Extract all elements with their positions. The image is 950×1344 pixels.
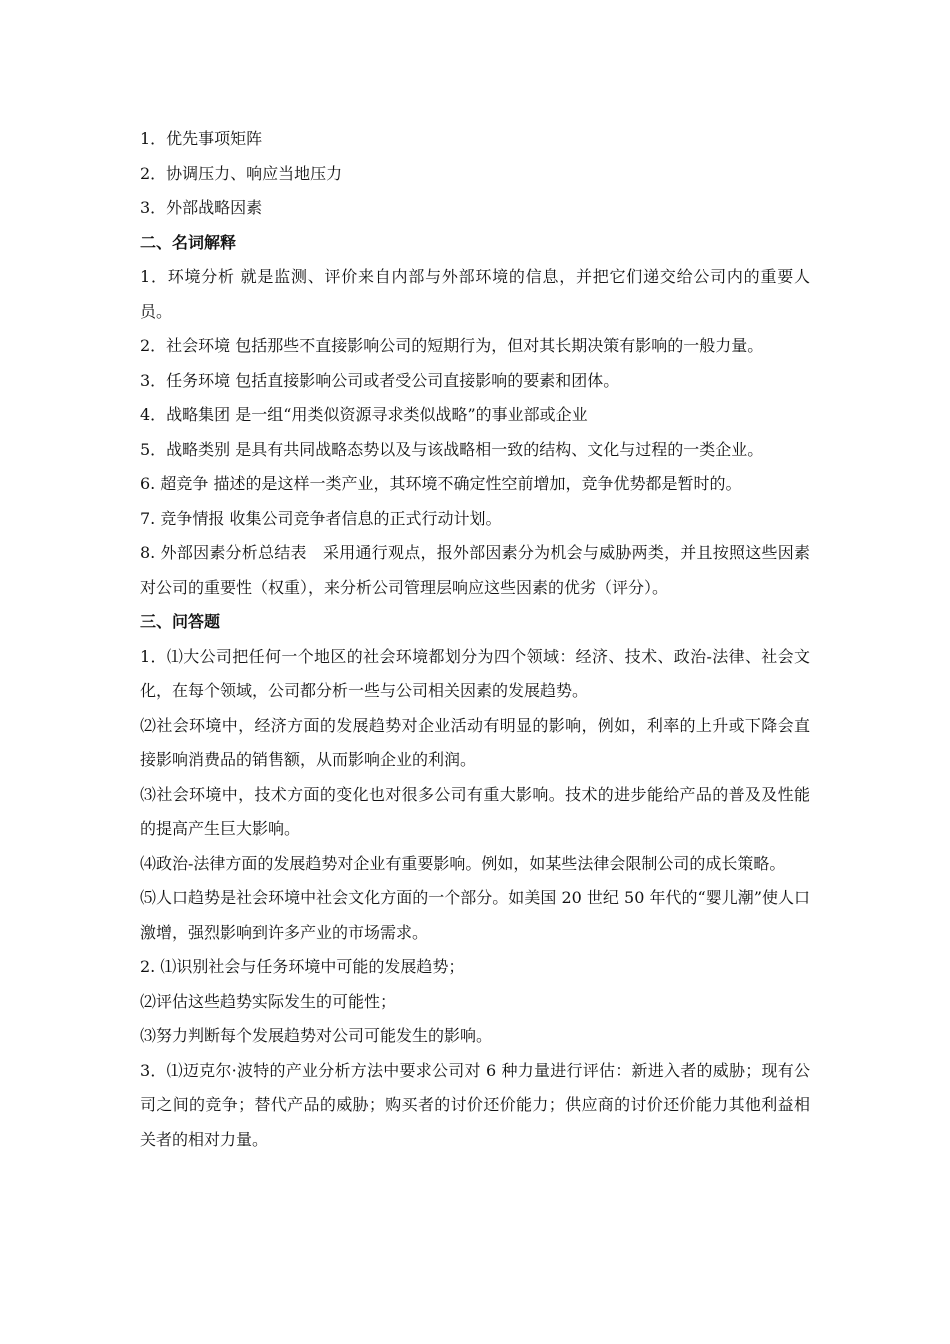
term-definition: 3．任务环境 包括直接影响公司或者受公司直接影响的要素和团体。 [140,370,620,390]
answer-paragraph: ⑸人口趋势是社会环境中社会文化方面的一个部分。如美国 20 世纪 50 年代的“婴儿潮”使人口激增，强烈影响到许多产业的市场需求。 [140,888,810,942]
term-definition: 1．环境分析 就是监测、评价来自内部与外部环境的信息，并把它们递交给公司内的重要人员。 [140,267,810,321]
term-definition: 8. 外部因素分析总结表 采用通行观点，报外部因素分为机会与威胁两类，并且按照这些因素对公司的重要性（权重），来分析公司管理层响应这些因素的优劣（评分）。 [140,543,810,597]
answer-paragraph: ⑶社会环境中，技术方面的变化也对很多公司有重大影响。技术的进步能给产品的普及及性能的提高产生巨大影响。 [140,784,810,838]
answer-paragraph: 1．⑴大公司把任何一个地区的社会环境都划分为四个领域：经济、技术、政治-法律、社会文化，在每个领域，公司都分析一些与公司相关因素的发展趋势。 [140,646,810,700]
answer-paragraph: ⑶努力判断每个发展趋势对公司可能发生的影响。 [140,1026,493,1045]
section-heading-qa: 三、问答题 [140,612,221,631]
list-item: 2．协调压力、响应当地压力 [140,163,343,183]
answer-paragraph: 3．⑴迈克尔·波特的产业分析方法中要求公司对 6 种力量进行评估：新进入者的威胁；现有公司之间的竞争；替代产品的威胁；购买者的讨价还价能力；供应商的讨价还价能力其他利益相关者的相对力量。 [140,1060,810,1149]
answer-paragraph: ⑷政治-法律方面的发展趋势对企业有重要影响。例如，如某些法律会限制公司的成长策略。 [140,853,786,873]
term-definition: 5．战略类别 是具有共同战略态势以及与该战略相一致的结构、文化与过程的一类企业。 [140,439,764,459]
answer-paragraph: ⑵评估这些趋势实际发生的可能性； [140,991,397,1011]
answer-paragraph: 2. ⑴识别社会与任务环境中可能的发展趋势； [140,957,465,976]
term-definition: 7. 竞争情报 收集公司竞争者信息的正式行动计划。 [140,508,502,528]
term-definition: 6. 超竞争 描述的是这样一类产业，其环境不确定性空前增加，竞争优势都是暂时的。 [140,474,742,493]
term-definition: 4．战略集团 是一组“用类似资源寻求类似战略”的事业部或企业 [140,405,588,424]
section-heading-terms: 二、名词解释 [140,232,237,252]
term-definition: 2．社会环境 包括那些不直接影响公司的短期行为，但对其长期决策有影响的一般力量。 [140,336,764,355]
list-item: 3．外部战略因素 [140,198,263,217]
list-item: 1．优先事项矩阵 [140,129,263,148]
answer-paragraph: ⑵社会环境中，经济方面的发展趋势对企业活动有明显的影响，例如，利率的上升或下降会直接影响消费品的销售额，从而影响企业的利润。 [140,715,810,769]
